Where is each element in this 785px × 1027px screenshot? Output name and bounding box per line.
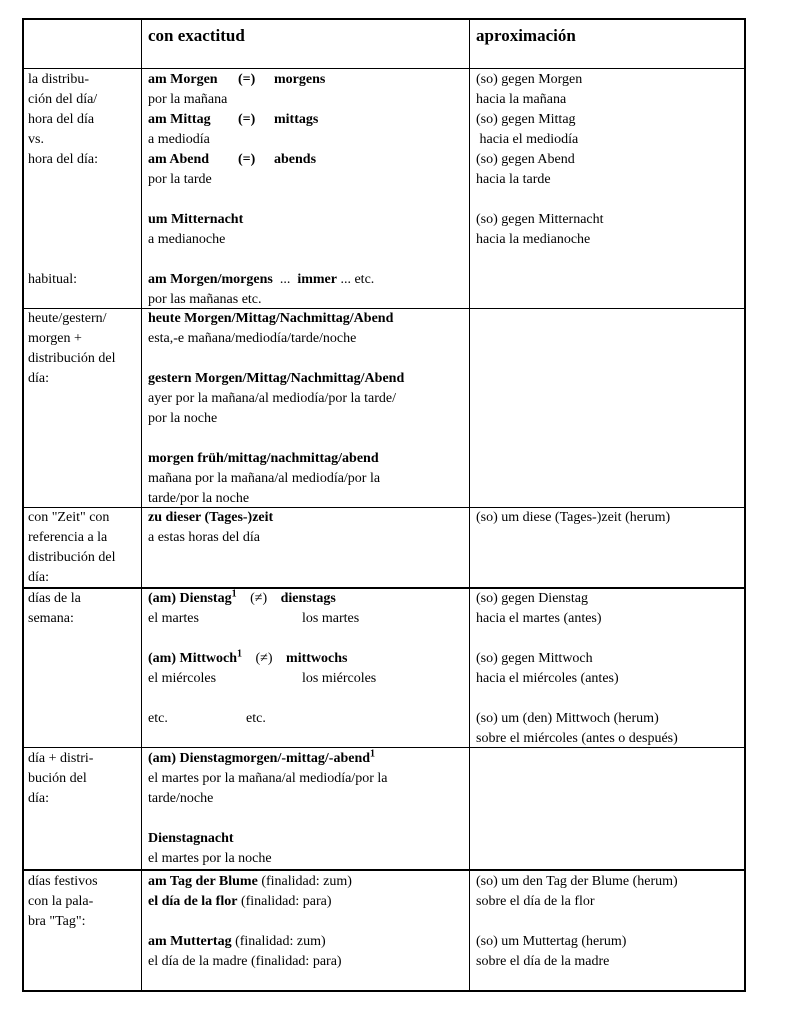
exact-line bbox=[148, 349, 404, 369]
approx-line: hacia el martes (antes) bbox=[476, 611, 602, 626]
approx-line: (so) um den Tag der Blume (herum) bbox=[476, 874, 678, 889]
approx-cell bbox=[476, 508, 670, 528]
exact-line bbox=[148, 429, 404, 449]
exact-cell bbox=[148, 508, 273, 548]
label-line: distribución del bbox=[28, 351, 116, 366]
label-line bbox=[28, 170, 98, 190]
label-line: morgen + bbox=[28, 331, 82, 346]
approx-line bbox=[476, 190, 604, 210]
exact-line: am Mittag (=) mittags bbox=[148, 112, 319, 127]
row-label bbox=[28, 70, 98, 290]
exact-line: am Muttertag (finalidad: zum) bbox=[148, 934, 326, 949]
label-line: referencia a la bbox=[28, 530, 108, 545]
approx-cell bbox=[476, 589, 678, 749]
header-approx: aproximación bbox=[476, 26, 576, 45]
exact-line: el martes por la noche bbox=[148, 851, 272, 866]
exact-line: heute Morgen/Mittag/Nachmittag/Abend bbox=[148, 311, 394, 326]
exact-line: Dienstagnacht bbox=[148, 831, 234, 846]
label-line: día: bbox=[28, 371, 49, 386]
row-label bbox=[28, 309, 116, 389]
exact-cell bbox=[148, 70, 374, 310]
column-divider-1 bbox=[141, 20, 142, 990]
approx-line: hacia la tarde bbox=[476, 172, 551, 187]
label-line: día: bbox=[28, 570, 49, 585]
exact-line: (am) Dienstagmorgen/-mittag/-abend$^1$ bbox=[148, 748, 376, 766]
approx-line: sobre el día de la flor bbox=[476, 894, 595, 909]
exact-line: esta,-e mañana/mediodía/tarde/noche bbox=[148, 331, 357, 346]
exact-line: (am) Dienstag$^1$ (≠) dienstags bbox=[148, 588, 336, 606]
exact-line bbox=[148, 689, 376, 709]
exact-line bbox=[148, 190, 374, 210]
row-label bbox=[28, 508, 116, 588]
label-line: día + distri- bbox=[28, 751, 94, 766]
row-label bbox=[28, 589, 81, 629]
label-line bbox=[28, 230, 98, 250]
label-line bbox=[28, 250, 98, 270]
label-line: vs. bbox=[28, 132, 44, 147]
approx-line: (so) gegen Dienstag bbox=[476, 591, 588, 606]
approx-line: (so) um (den) Mittwoch (herum) bbox=[476, 711, 659, 726]
approx-line bbox=[476, 629, 678, 649]
label-line: con la pala- bbox=[28, 894, 94, 909]
exact-line: a estas horas del día bbox=[148, 530, 260, 545]
label-line: día: bbox=[28, 791, 49, 806]
exact-line: por la noche bbox=[148, 411, 218, 426]
exact-line: (am) Mittwoch$^1$ (≠) mittwochs bbox=[148, 648, 348, 666]
approx-line: (so) um Muttertag (herum) bbox=[476, 934, 627, 949]
exact-line: morgen früh/mittag/nachmittag/abend bbox=[148, 451, 379, 466]
exact-line bbox=[148, 629, 376, 649]
exact-line: am Tag der Blume (finalidad: zum) bbox=[148, 874, 352, 889]
label-line: días de la bbox=[28, 591, 81, 606]
exact-line: por la tarde bbox=[148, 172, 212, 187]
exact-line: ayer por la mañana/al mediodía/por la tarde/ bbox=[148, 391, 397, 406]
approx-line: (so) gegen Mittag bbox=[476, 112, 576, 127]
label-line bbox=[28, 190, 98, 210]
exact-line: a medianoche bbox=[148, 232, 226, 247]
label-line: la distribu- bbox=[28, 72, 90, 87]
exact-line: el día de la madre (finalidad: para) bbox=[148, 954, 342, 969]
exact-line: am Abend (=) abends bbox=[148, 152, 317, 167]
approx-line bbox=[476, 689, 678, 709]
header-exact: con exactitud bbox=[148, 26, 245, 45]
grammar-table bbox=[22, 18, 746, 992]
exact-line: am Morgen (=) morgens bbox=[148, 72, 326, 87]
label-line: heute/gestern/ bbox=[28, 311, 107, 326]
exact-line: zu dieser (Tages-)zeit bbox=[148, 510, 274, 525]
approx-line: sobre el día de la madre bbox=[476, 954, 610, 969]
label-line: habitual: bbox=[28, 272, 77, 287]
exact-line: mañana por la mañana/al mediodía/por la bbox=[148, 471, 381, 486]
exact-line: tarde/noche bbox=[148, 791, 214, 806]
exact-line: um Mitternacht bbox=[148, 212, 244, 227]
exact-line: el miércoles los miércoles bbox=[148, 671, 377, 686]
exact-line: tarde/por la noche bbox=[148, 491, 250, 506]
row-label bbox=[28, 749, 93, 809]
label-line: hora del día bbox=[28, 112, 95, 127]
label-line: bra "Tag": bbox=[28, 914, 86, 929]
approx-cell bbox=[476, 872, 678, 972]
label-line: distribución del bbox=[28, 550, 116, 565]
exact-cell bbox=[148, 872, 352, 972]
label-line: días festivos bbox=[28, 874, 98, 889]
label-line: ción del día/ bbox=[28, 92, 98, 107]
exact-line: etc. etc. bbox=[148, 711, 266, 726]
row-label bbox=[28, 872, 98, 932]
approx-line: sobre el miércoles (antes o después) bbox=[476, 731, 678, 746]
approx-line: (so) gegen Mittwoch bbox=[476, 651, 593, 666]
approx-line: (so) gegen Mitternacht bbox=[476, 212, 604, 227]
exact-line: el martes los martes bbox=[148, 611, 360, 626]
label-line: bución del bbox=[28, 771, 87, 786]
exact-cell bbox=[148, 309, 404, 509]
exact-line: el martes por la mañana/al mediodía/por la bbox=[148, 771, 388, 786]
approx-line: (so) gegen Morgen bbox=[476, 72, 583, 87]
approx-line: hacia la medianoche bbox=[476, 232, 591, 247]
exact-line: por la mañana bbox=[148, 92, 228, 107]
exact-line: a mediodía bbox=[148, 132, 210, 147]
approx-line: hacia el mediodía bbox=[476, 132, 579, 147]
exact-line: por las mañanas etc. bbox=[148, 292, 262, 307]
label-line: con "Zeit" con bbox=[28, 510, 110, 525]
exact-cell bbox=[148, 589, 376, 729]
exact-cell bbox=[148, 749, 387, 869]
exact-line bbox=[148, 809, 387, 829]
approx-line: hacia el miércoles (antes) bbox=[476, 671, 619, 686]
approx-cell bbox=[476, 70, 604, 250]
exact-line: gestern Morgen/Mittag/Nachmittag/Abend bbox=[148, 371, 405, 386]
approx-line: hacia la mañana bbox=[476, 92, 567, 107]
header-divider bbox=[24, 68, 744, 69]
exact-line bbox=[148, 912, 352, 932]
approx-line: (so) um diese (Tages-)zeit (herum) bbox=[476, 510, 671, 525]
approx-line: (so) gegen Abend bbox=[476, 152, 575, 167]
exact-line: am Morgen/morgens ... immer ... etc. bbox=[148, 272, 375, 287]
label-line: hora del día: bbox=[28, 152, 98, 167]
exact-line: el día de la flor (finalidad: para) bbox=[148, 894, 332, 909]
exact-line bbox=[148, 250, 374, 270]
label-line: semana: bbox=[28, 611, 74, 626]
label-line bbox=[28, 210, 98, 230]
approx-line bbox=[476, 912, 678, 932]
column-divider-2 bbox=[469, 20, 470, 990]
row-divider-thick bbox=[24, 869, 744, 871]
